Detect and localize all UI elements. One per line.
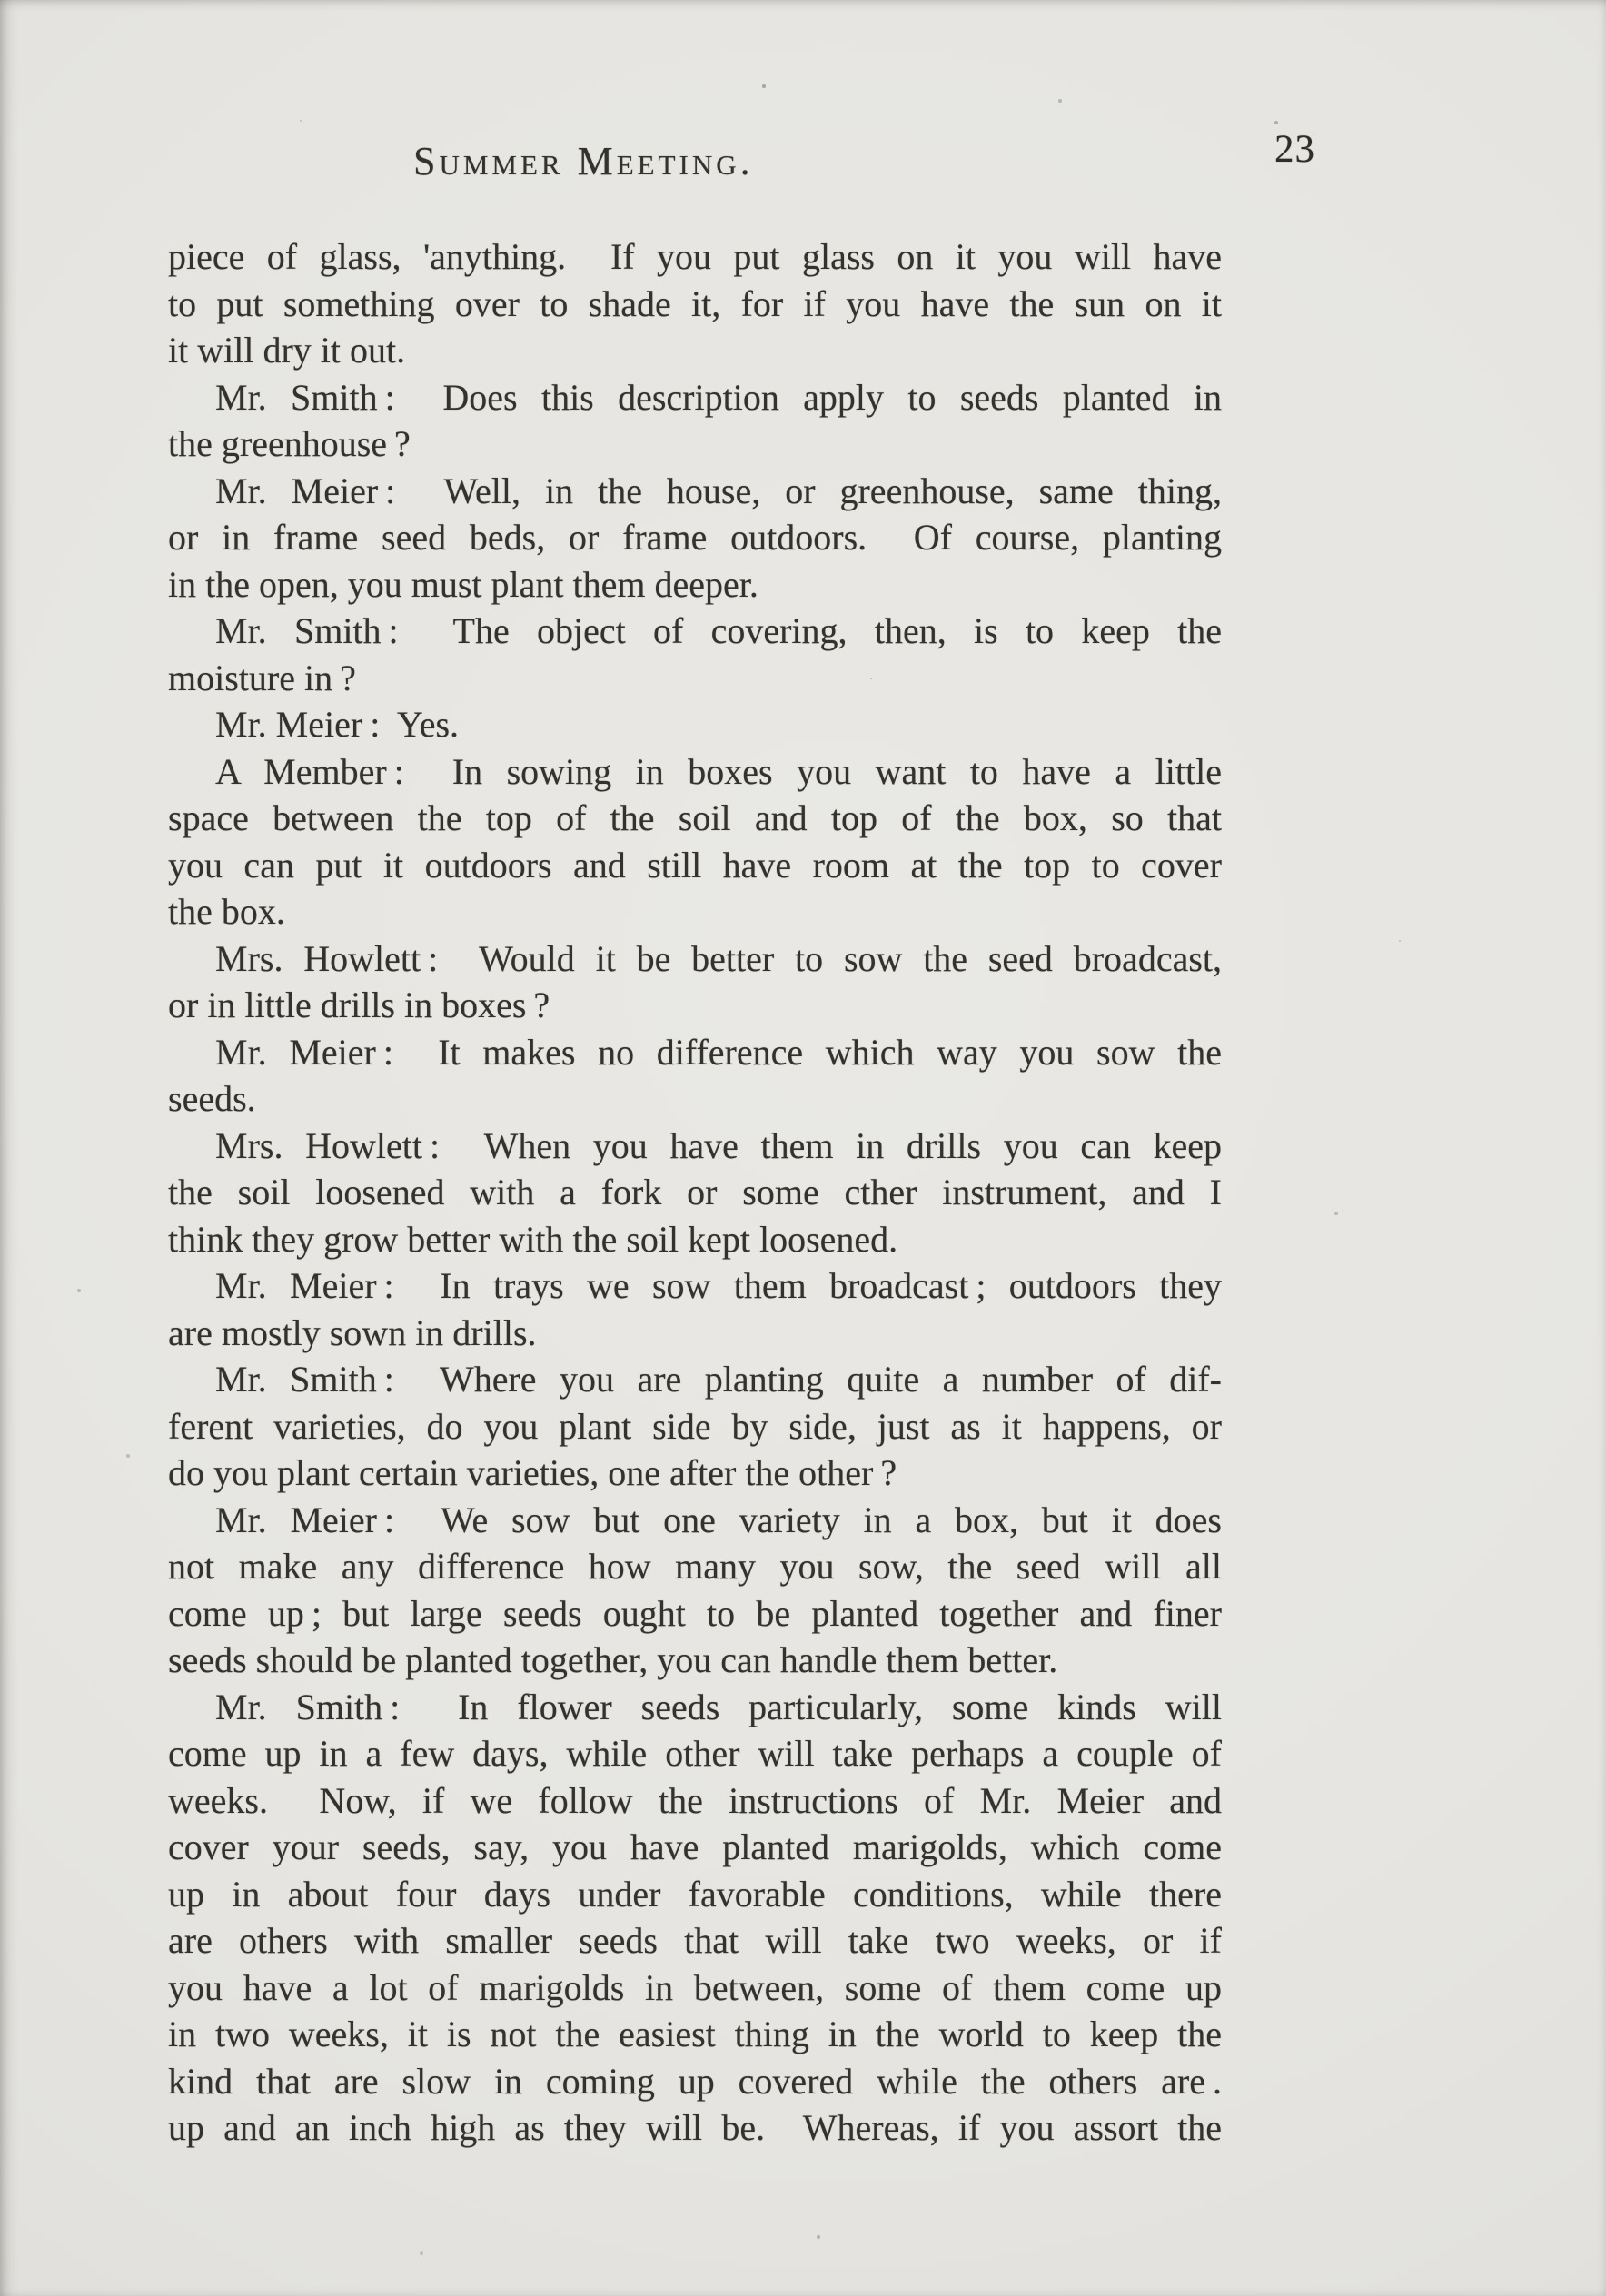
text-line: Mr. Smith : Where you are planting quite a number of dif- [215, 1359, 1222, 1400]
text-line: kind that are slow in coming up covered while the others are . [168, 2060, 1222, 2102]
text-line: not make any difference how many you sow, the seed will all [168, 1546, 1222, 1587]
text-line: or in little drills in boxes ? [168, 985, 550, 1025]
body-text [168, 233, 1222, 2152]
text-line: it will dry it out. [168, 330, 406, 371]
text-line: Mr. Meier : It makes no difference which way you sow the [215, 1031, 1222, 1073]
text-line: piece of glass, 'anything. If you put glass on it you will have [168, 236, 1222, 277]
text-line: come up in a few days, while other will take perhaps a couple of [168, 1733, 1222, 1774]
text-line: up and an inch high as they will be. Whereas, if you assort the [168, 2107, 1222, 2148]
text-line: the soil loosened with a fork or some cther instrument, and I [168, 1172, 1222, 1212]
scan-speckles [0, 0, 2, 2]
text-line: Mr. Smith : The object of covering, then, is to keep the [215, 610, 1222, 651]
text-line: to put something over to shade it, for if you have the sun on it [168, 282, 1222, 324]
text-line: Mr. Meier : Yes. [215, 704, 460, 745]
text-line: Mr. Smith : In flower seeds particularly, some kinds will [215, 1686, 1222, 1727]
text-line: Mrs. Howlett : When you have them in drills you can keep [215, 1124, 1222, 1166]
text-line: in the open, you must plant them deeper. [168, 563, 758, 605]
text-line: the greenhouse ? [168, 423, 411, 464]
running-head-title: Summer Meeting. [413, 139, 754, 183]
text-line: Mr. Meier : In trays we sow them broadcast ; outdoors they [215, 1265, 1222, 1306]
text-line: Mr. Meier : We sow but one variety in a box, but it does [215, 1499, 1222, 1540]
text-line: seeds. [168, 1078, 256, 1119]
page-number: 23 [1274, 128, 1315, 171]
text-line: Mr. Meier : Well, in the house, or greenhouse, same thing, [215, 470, 1222, 511]
text-line: cover your seeds, say, you have planted marigolds, which come [168, 1826, 1222, 1867]
text-line: up in about four days under favorable conditions, while there [168, 1873, 1222, 1915]
text-line: ferent varieties, do you plant side by side, just as it happens, or [168, 1405, 1222, 1447]
text-line: think they grow better with the soil kept loosened. [168, 1218, 898, 1260]
text-line: A Member : In sowing in boxes you want to have a little [215, 750, 1222, 792]
text-line: you can put it outdoors and still have room at the top to cover [168, 844, 1222, 886]
text-line: the box. [168, 891, 285, 932]
text-line: are mostly sown in drills. [168, 1311, 537, 1353]
text-line: in two weeks, it is not the easiest thing in the world to keep the [168, 2014, 1222, 2054]
text-line: you have a lot of marigolds in between, some of them come up [168, 1966, 1222, 2008]
text-line: space between the top of the soil and top of the box, so that [168, 797, 1222, 838]
text-line: come up ; but large seeds ought to be planted together and finer [168, 1592, 1222, 1634]
text-line: seeds should be planted together, you can handle them better. [168, 1639, 1058, 1680]
text-line: moisture in ? [168, 657, 356, 698]
text-line: or in frame seed beds, or frame outdoors. Of course, planting [168, 517, 1222, 558]
text-line: are others with smaller seeds that will take two weeks, or if [168, 1920, 1222, 1961]
text-line: Mrs. Howlett : Would it be better to sow the seed broadcast, [215, 937, 1222, 979]
text-line: Mr. Smith : Does this description apply to seeds planted in [215, 376, 1222, 418]
text-line: weeks. Now, if we follow the instructions of Mr. Meier and [168, 1779, 1222, 1821]
text-line: do you plant certain varieties, one after the other ? [168, 1452, 897, 1493]
